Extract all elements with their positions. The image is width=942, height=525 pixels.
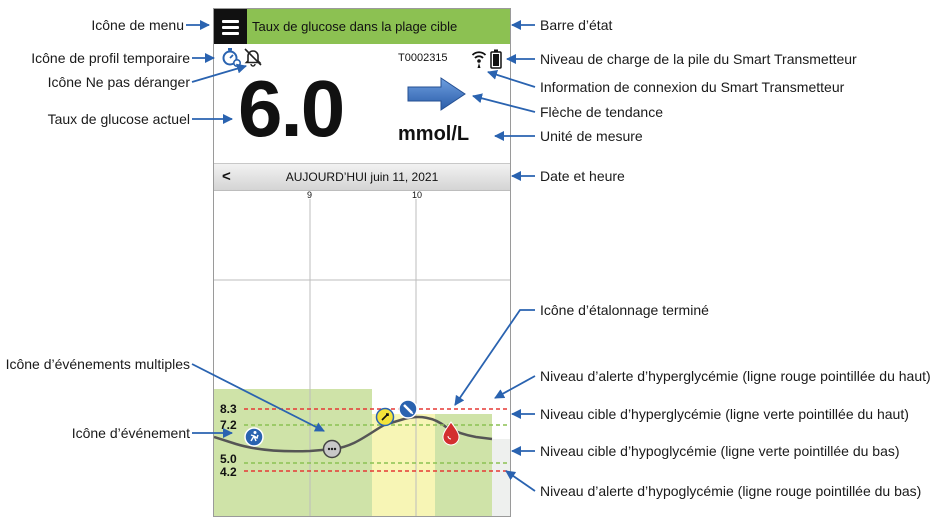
callout-connection-info: Information de connexion du Smart Transmetteur (540, 79, 845, 95)
graph-band-green-right (435, 414, 492, 517)
back-arrow-icon[interactable]: < (222, 168, 231, 185)
event-icon (245, 428, 263, 446)
multiple-events-icon (324, 441, 341, 458)
insulin-event-icon (399, 400, 417, 418)
callout-unit: Unité de mesure (540, 128, 643, 144)
menu-icon[interactable] (214, 9, 247, 44)
callout-event-icon: Icône d’événement (71, 425, 190, 441)
graph-band-green-left (214, 389, 372, 517)
connection-icon[interactable] (471, 49, 487, 69)
level-label-5-0: 5.0 (220, 452, 237, 466)
callout-hypo-target: Niveau cible d’hypoglycémie (ligne verte pointillée du bas) (540, 443, 900, 459)
status-bar[interactable] (214, 9, 510, 44)
hour-tick-10: 10 (412, 190, 423, 200)
callout-battery-level: Niveau de charge de la pile du Smart Transmetteur (540, 51, 857, 67)
level-label-7-2: 7.2 (220, 418, 237, 432)
bolus-event-icon (377, 409, 394, 426)
callout-dnd-icon: Icône Ne pas déranger (47, 74, 190, 90)
glucose-unit: mmol/L (398, 123, 470, 145)
trend-arrow-icon (407, 77, 467, 111)
callout-trend-arrow: Flèche de tendance (540, 104, 663, 120)
level-label-4-2: 4.2 (220, 465, 237, 479)
callout-hyper-target: Niveau cible d’hyperglycémie (ligne verte pointillée du haut) (540, 406, 909, 422)
glucose-graph (214, 199, 510, 517)
date-bar (214, 163, 510, 191)
callout-status-bar: Barre d’état (540, 17, 613, 33)
callout-menu-icon: Icône de menu (91, 17, 184, 33)
current-glucose-value: 6.0 (238, 64, 344, 153)
graph-band-gray-right (492, 439, 510, 517)
callout-date-time: Date et heure (540, 168, 625, 184)
transmitter-id: T0002315 (398, 52, 448, 64)
callout-hyper-alert: Niveau d’alerte d’hyperglycémie (ligne rouge pointillée du haut) (540, 368, 931, 384)
phone-screen (213, 8, 511, 517)
hour-tick-9: 9 (307, 190, 313, 200)
callout-temp-profile-icon: Icône de profil temporaire (31, 50, 190, 66)
callout-current-glucose: Taux de glucose actuel (47, 111, 190, 127)
date-text: AUJOURD’HUI juin 11, 2021 (285, 170, 439, 184)
battery-icon[interactable] (490, 49, 502, 69)
level-label-8-3: 8.3 (220, 402, 237, 416)
callout-calibration-icon: Icône d’étalonnage terminé (540, 302, 709, 318)
callout-hypo-alert: Niveau d’alerte d’hypoglycémie (ligne rouge pointillée du bas) (540, 483, 922, 499)
graph-band-yellow (372, 414, 435, 517)
status-text: Taux de glucose dans la plage cible (252, 19, 458, 34)
callout-multiple-events-icon: Icône d’événements multiples (5, 356, 190, 372)
